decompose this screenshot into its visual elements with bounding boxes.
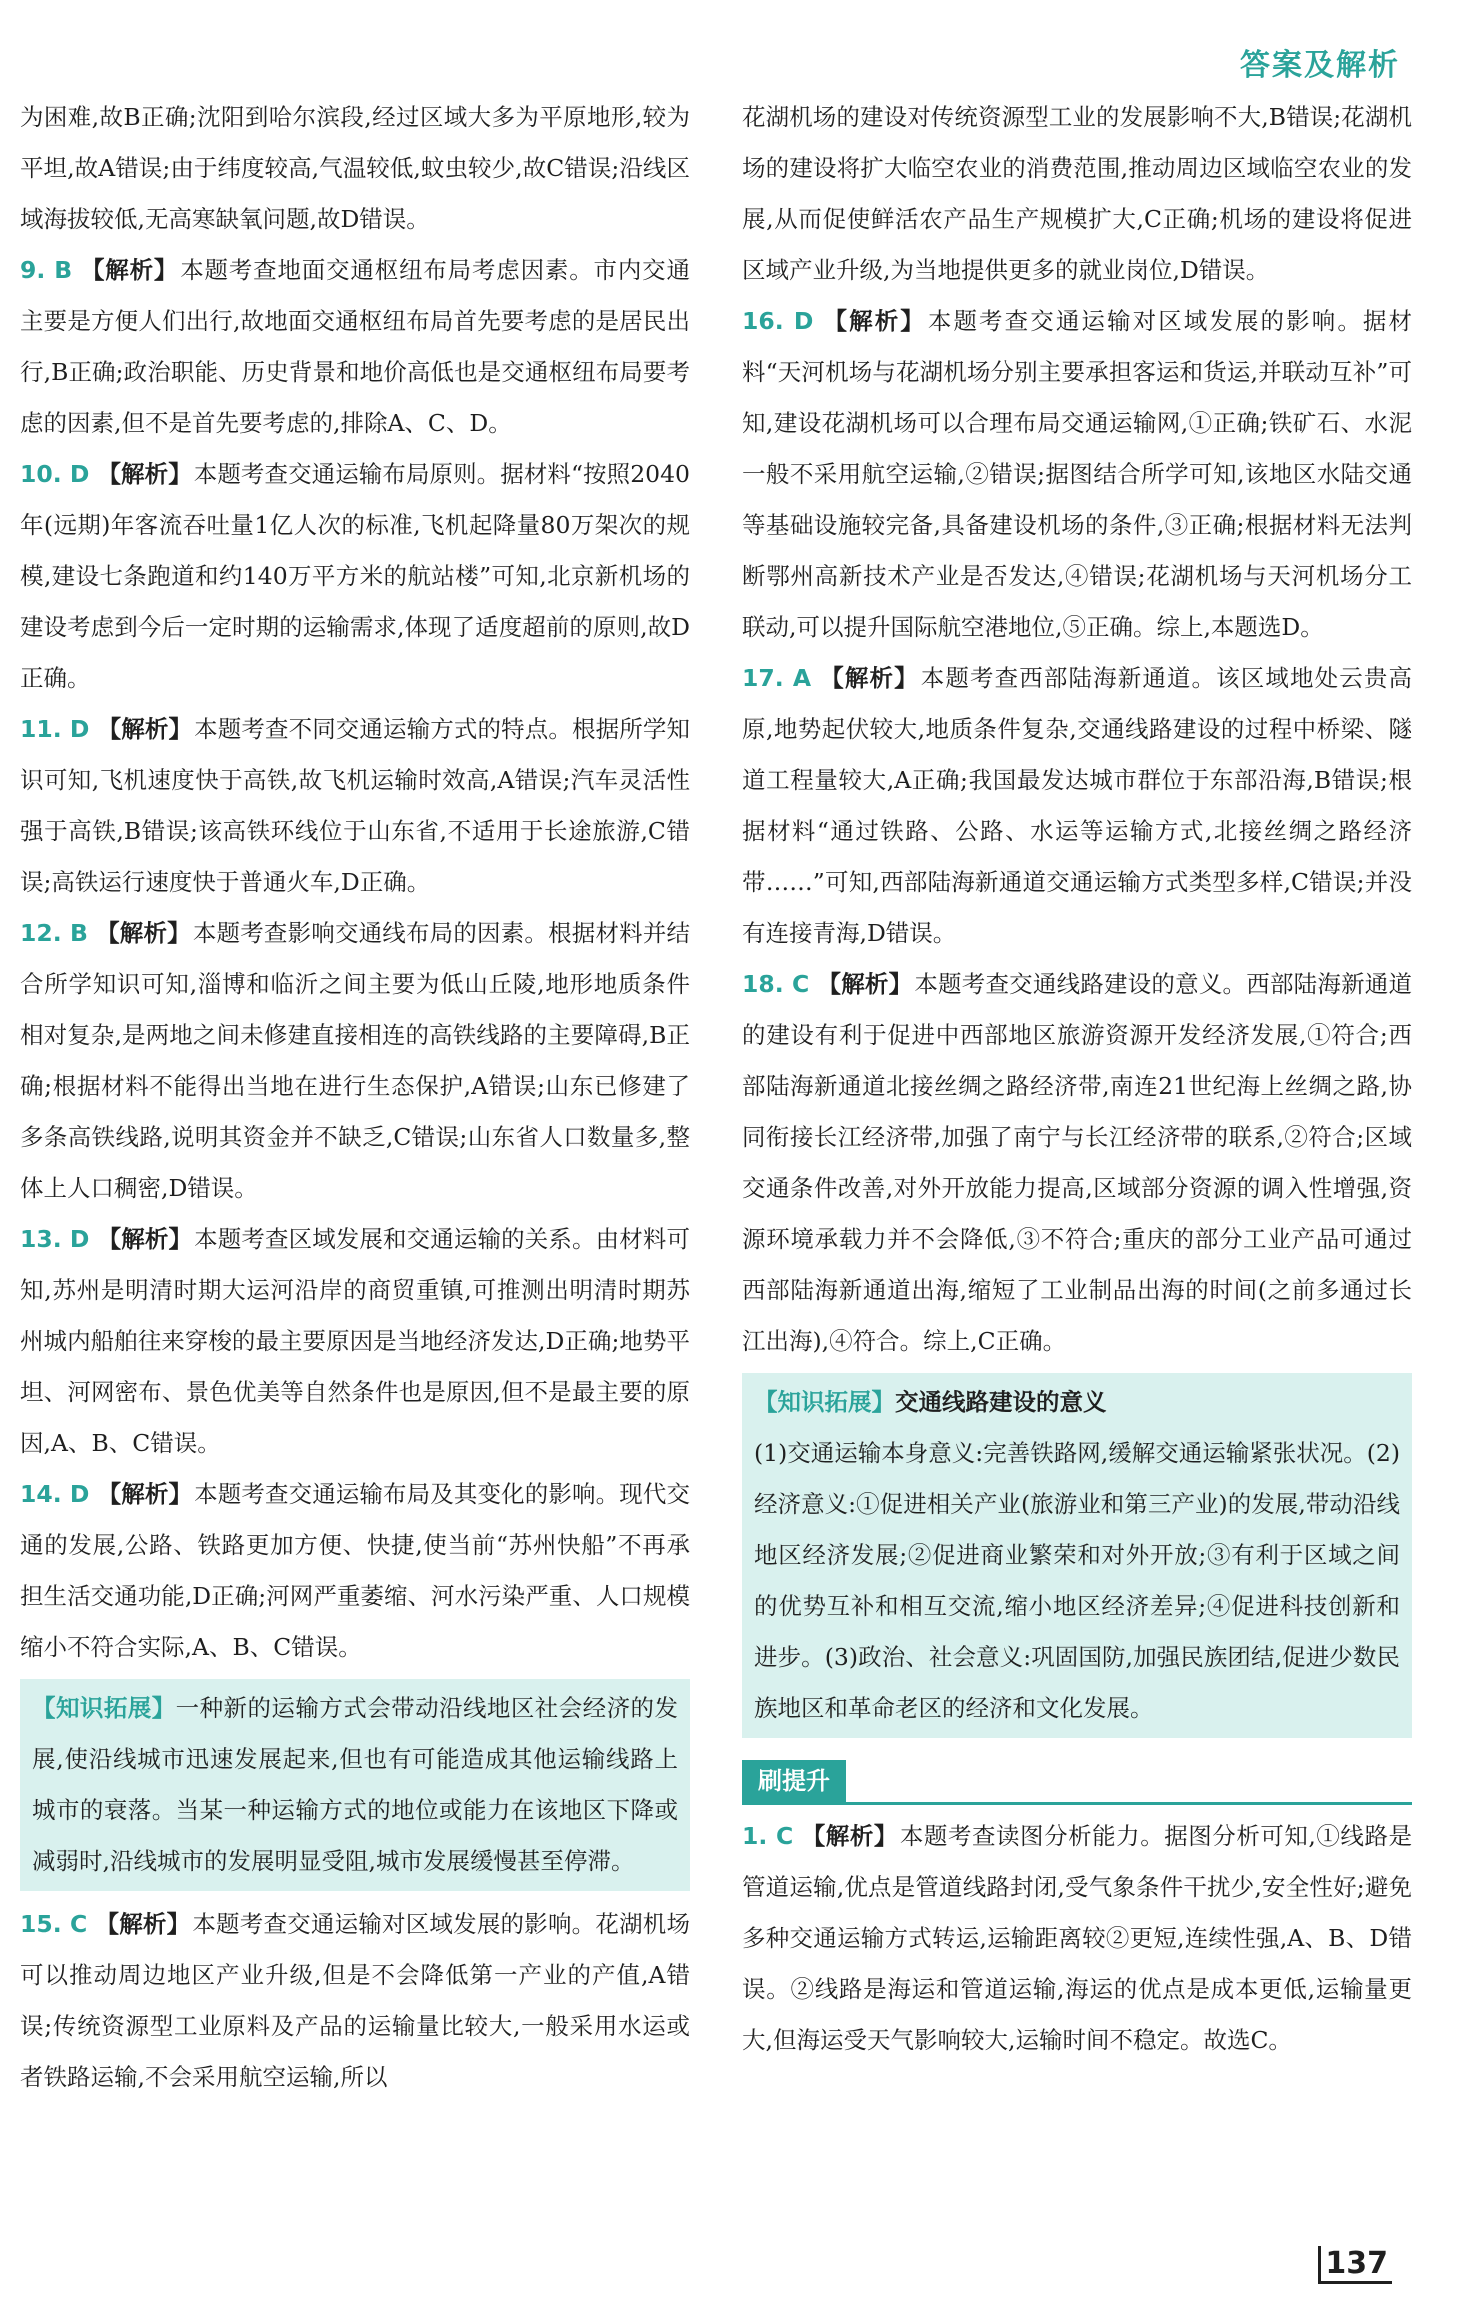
- answer-item-15: [20, 1899, 690, 2103]
- answer-text: 本题考查交通运输对区域发展的影响。据材料“天河机场与花湖机场分别主要承担客运和货运,并联动互补”可知,建设花湖机场可以合理布局交通运输网,①正确;铁矿石、水泥一般不采用航空运输,②错误;据图结合所学可知,该地区水陆交通等基础设施较完备,具备建设机场的条件,③正确;根据材料无法判断鄂州高新技术产业是否发达,④错误;花湖机场与天河机场分工联动,可以提升国际航空港地位,⑤正确。综上,本题选D。: [742, 307, 1413, 641]
- extension-text: 一种新的运输方式会带动沿线地区社会经济的发展,使沿线城市迅速发展起来,但也有可能造成其他运输线路上城市的衰落。当某一种运输方式的地位或能力在该地区下降或减弱时,沿线城市的发展明显受阻,城市发展缓慢甚至停滞。: [32, 1694, 679, 1875]
- extension-title: 交通线路建设的意义: [895, 1388, 1107, 1416]
- answer-number: 17. A: [742, 664, 812, 692]
- analysis-tag: 【解析】: [95, 919, 191, 947]
- continued-text: 花湖机场的建设对传统资源型工业的发展影响不大,B错误;花湖机场的建设将扩大临空农业的消费范围,推动周边区域临空农业的发展,从而促使鲜活农产品生产规模扩大,C正确;机场的建设将促进区域产业升级,为当地提供更多的就业岗位,D错误。: [742, 103, 1412, 284]
- answer-number: 16. D: [742, 307, 814, 335]
- analysis-tag: 【解析】: [819, 664, 919, 692]
- analysis-tag: 【解析】: [801, 1822, 898, 1850]
- answer-text: 本题考查影响交通线布局的因素。根据材料并结合所学知识可知,淄博和临沂之间主要为低山丘陵,地形地质条件相对复杂,是两地之间未修建直接相连的高铁线路的主要障碍,B正确;根据材料不能得出当地在进行生态保护,A错误;山东已修建了多条高铁线路,说明其资金并不缺乏,C错误;山东省人口数量多,整体上人口稠密,D错误。: [20, 919, 691, 1202]
- answer-number: 9. B: [20, 256, 73, 284]
- section-title: 刷提升: [742, 1760, 846, 1802]
- analysis-tag: 【解析】: [95, 1910, 191, 1938]
- answer-text: 本题考查读图分析能力。据图分析可知,①线路是管道运输,优点是管道线路封闭,受气象条件干扰少,安全性好;避免多种交通运输方式转运,运输距离较②更短,连续性强,A、B、D错误。②线路是海运和管道运输,海运的优点是成本更低,运输量更大,但海运受天气影响较大,运输时间不稳定。故选C。: [742, 1822, 1412, 2054]
- answer-number: 15. C: [20, 1910, 88, 1938]
- answer-number: 14. D: [20, 1480, 90, 1508]
- answer-item-1: [742, 1811, 1412, 2066]
- answer-number: 1. C: [742, 1822, 794, 1850]
- analysis-tag: 【解析】: [97, 715, 193, 743]
- analysis-tag: 【解析】: [97, 1225, 193, 1253]
- answer-item-12: [20, 908, 690, 1214]
- answer-item-10: [20, 449, 690, 704]
- answer-item-18: [742, 959, 1412, 1367]
- page-header-title: 答案及解析: [1240, 48, 1400, 83]
- right-column: [742, 92, 1412, 2066]
- answer-item-13: [20, 1214, 690, 1469]
- knowledge-extension-box: [20, 1679, 690, 1891]
- extension-label: 【知识拓展】: [32, 1694, 176, 1722]
- answer-number: 13. D: [20, 1225, 90, 1253]
- answer-text: 本题考查地面交通枢纽布局考虑因素。市内交通主要是方便人们出行,故地面交通枢纽布局首先要考虑的是居民出行,B正确;政治职能、历史背景和地价高低也是交通枢纽布局要考虑的因素,但不是首先要考虑的,排除A、C、D。: [20, 256, 690, 437]
- section-header: [742, 1756, 1412, 1805]
- answer-item-17: [742, 653, 1412, 959]
- continued-text: 为困难,故B正确;沈阳到哈尔滨段,经过区域大多为平原地形,较为平坦,故A错误;由于纬度较高,气温较低,蚊虫较少,故C错误;沿线区域海拔较低,无高寒缺氧问题,故D错误。: [20, 103, 690, 233]
- extension-text: (1)交通运输本身意义:完善铁路网,缓解交通运输紧张状况。(2)经济意义:①促进相关产业(旅游业和第三产业)的发展,带动沿线地区经济发展;②促进商业繁荣和对外开放;③有利于区域之间的优势互补和相互交流,缩小地区经济差异;④促进科技创新和进步。(3)政治、社会意义:巩固国防,加强民族团结,促进少数民族地区和革命老区的经济和文化发展。: [754, 1439, 1400, 1722]
- answer-number: 11. D: [20, 715, 90, 743]
- answer-text: 本题考查交通线路建设的意义。西部陆海新通道的建设有利于促进中西部地区旅游资源开发经济发展,①符合;西部陆海新通道北接丝绸之路经济带,南连21世纪海上丝绸之路,协同衔接长江经济带,加强了南宁与长江经济带的联系,②符合;区域交通条件改善,对外开放能力提高,区域部分资源的调入性增强,资源环境承载力并不会降低,③不符合;重庆的部分工业产品可通过西部陆海新通道出海,缩短了工业制品出海的时间(之前多通过长江出海),④符合。综上,C正确。: [742, 970, 1413, 1355]
- analysis-tag: 【解析】: [97, 1480, 193, 1508]
- answer-text: 本题考查西部陆海新通道。该区域地处云贵高原,地势起伏较大,地质条件复杂,交通线路建设的过程中桥梁、隧道工程量较大,A正确;我国最发达城市群位于东部沿海,B错误;根据材料“通过铁路、公路、水运等运输方式,北接丝绸之路经济带……”可知,西部陆海新通道交通运输方式类型多样,C错误;并没有连接青海,D错误。: [742, 664, 1413, 947]
- analysis-tag: 【解析】: [97, 460, 192, 488]
- answer-text: 本题考查交通运输布局原则。据材料“按照2040年(远期)年客流吞吐量1亿人次的标准,飞机起降量80万架次的规模,建设七条跑道和约140万平方米的航站楼”可知,北京新机场的建设考虑到今后一定时期的运输需求,体现了适度超前的原则,故D正确。: [20, 460, 691, 692]
- answer-text: 本题考查不同交通运输方式的特点。根据所学知识可知,飞机速度快于高铁,故飞机运输时效高,A错误;汽车灵活性强于高铁,B错误;该高铁环线位于山东省,不适用于长途旅游,C错误;高铁运行速度快于普通火车,D正确。: [20, 715, 691, 896]
- answer-item-9: [20, 245, 690, 449]
- knowledge-extension-box: [742, 1373, 1412, 1738]
- answer-number: 18. C: [742, 970, 810, 998]
- answer-text: 本题考查交通运输对区域发展的影响。花湖机场可以推动周边地区产业升级,但是不会降低第一产业的产值,A错误;传统资源型工业原料及产品的运输量比较大,一般采用水运或者铁路运输,不会采用航空运输,所以: [20, 1910, 691, 2091]
- extension-label: 【知识拓展】: [754, 1388, 895, 1416]
- analysis-tag: 【解析】: [80, 256, 179, 284]
- answer-item-14: [20, 1469, 690, 1673]
- answer-text: 本题考查交通运输布局及其变化的影响。现代交通的发展,公路、铁路更加方便、快捷,使当前“苏州快船”不再承担生活交通功能,D正确;河网严重萎缩、河水污染严重、人口规模缩小不符合实际,A、B、C错误。: [20, 1480, 691, 1661]
- answer-item-16: [742, 296, 1412, 653]
- page-number: 137: [1318, 2246, 1392, 2284]
- analysis-tag: 【解析】: [817, 970, 913, 998]
- analysis-tag: 【解析】: [821, 307, 926, 335]
- answer-item-11: [20, 704, 690, 908]
- answer-text: 本题考查区域发展和交通运输的关系。由材料可知,苏州是明清时期大运河沿岸的商贸重镇,可推测出明清时期苏州城内船舶往来穿梭的最主要原因是当地经济发达,D正确;地势平坦、河网密布、景色优美等自然条件也是原因,但不是最主要的原因,A、B、C错误。: [20, 1225, 691, 1457]
- answer-number: 12. B: [20, 919, 88, 947]
- answer-number: 10. D: [20, 460, 90, 488]
- left-column: [20, 92, 690, 2103]
